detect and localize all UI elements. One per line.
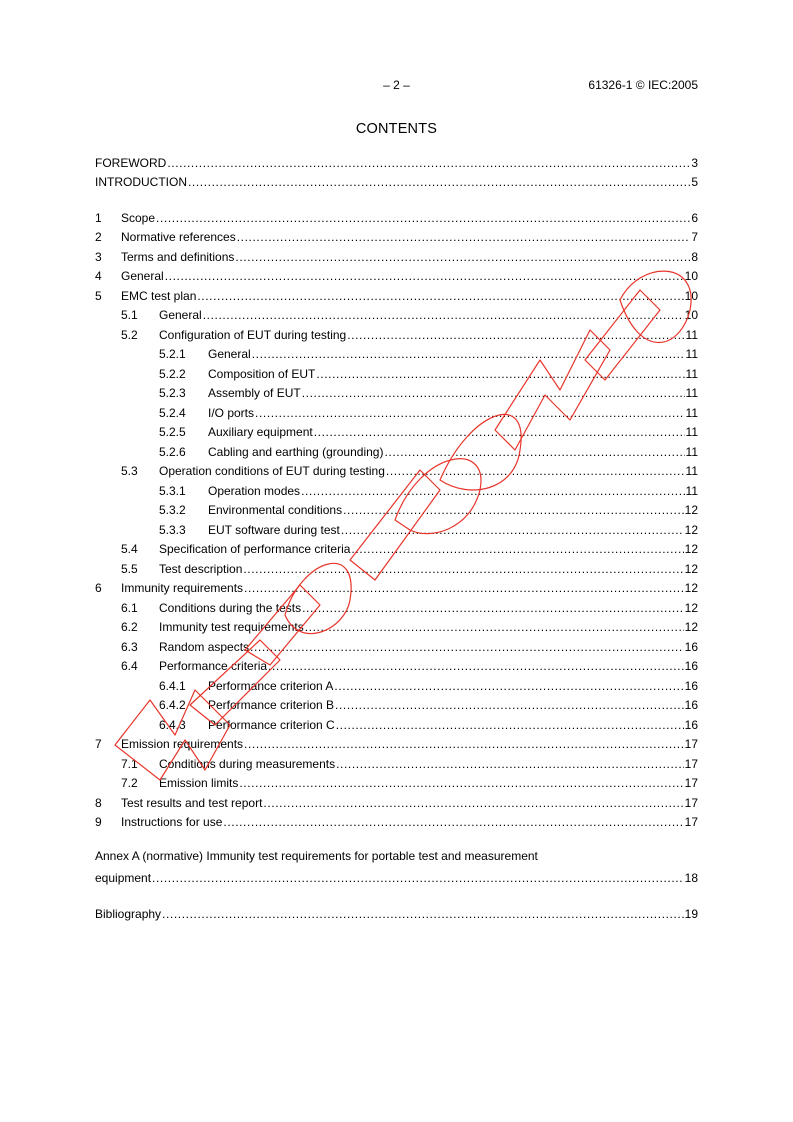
toc-entry[interactable] [95, 303, 698, 323]
toc-entry-title: Performance criterion A [208, 678, 334, 693]
dot-leader [152, 871, 684, 885]
toc-entry[interactable] [95, 673, 698, 693]
toc-entry-page: 12 [684, 581, 698, 595]
toc-entry-title: Performance criterion C [208, 717, 335, 732]
toc-entry[interactable] [95, 283, 698, 303]
toc-entry-page: 5 [691, 175, 698, 189]
toc-entry[interactable] [95, 361, 698, 381]
toc-entry-title: Environmental conditions [208, 503, 343, 517]
toc-entry-title: EMC test plan [121, 288, 197, 303]
toc-entry-number: 5.3 [121, 464, 138, 478]
toc-entry[interactable] [95, 810, 698, 830]
toc-entry-page: 12 [684, 522, 698, 537]
toc-entry[interactable] [95, 170, 698, 190]
toc-entry-page: 12 [684, 503, 698, 517]
toc-entry-number: 6.4.1 [159, 678, 186, 693]
toc-entry-number: 8 [95, 795, 102, 810]
toc-entry-page: 7 [691, 230, 698, 244]
toc-entry-title: Performance criterion B [208, 698, 335, 712]
page-number: – 2 – [383, 78, 410, 92]
dot-leader [347, 328, 684, 342]
toc-bibliography-entry[interactable] [95, 902, 698, 922]
toc-entry-number: 5.2.3 [159, 386, 186, 400]
toc-entry-page: 10 [684, 269, 698, 283]
toc-entry-page: 12 [684, 561, 698, 576]
toc-entry[interactable] [95, 400, 698, 420]
dot-leader [244, 737, 684, 751]
dot-leader [305, 620, 684, 634]
dot-leader [302, 386, 685, 400]
toc-entry[interactable] [95, 205, 698, 225]
dot-leader [384, 445, 684, 459]
dot-leader [316, 367, 684, 381]
toc-entry-title: Emission limits [159, 776, 239, 790]
toc-entry-title: Operation conditions of EUT during testing [159, 464, 385, 478]
page-title: CONTENTS [355, 121, 438, 137]
toc-entry-page: 17 [684, 795, 698, 810]
toc-entry-title: Conditions during measurements [159, 756, 336, 771]
dot-leader [156, 211, 690, 225]
toc-entry-number: 7.2 [121, 776, 138, 790]
toc-entry-number: 5.3.3 [159, 522, 186, 537]
dot-leader [335, 698, 684, 712]
toc-entry[interactable] [95, 790, 698, 810]
dot-leader [223, 815, 683, 829]
toc-entry-title: General [208, 347, 251, 361]
toc-entry-number: 7 [95, 737, 102, 751]
dot-leader [263, 796, 683, 810]
toc-entry-page: 17 [684, 737, 698, 751]
dot-leader [239, 776, 683, 790]
toc-entry-number: 5.2.4 [159, 405, 186, 420]
toc-entry-number: 5.2.5 [159, 425, 186, 439]
front-matter-list [95, 150, 698, 189]
toc-entry-number: 6.4 [121, 659, 138, 673]
dot-leader [203, 308, 684, 322]
toc-entry-title: Performance criteria [159, 659, 268, 673]
toc-entry-number: 1 [95, 210, 102, 225]
toc-entries-list [95, 205, 698, 829]
toc-entry-title: Assembly of EUT [208, 386, 301, 400]
toc-entry[interactable] [95, 634, 698, 654]
toc-entry-number: 6.3 [121, 639, 138, 654]
toc-entry-number: 6.2 [121, 620, 138, 634]
toc-entry-page: 16 [684, 678, 698, 693]
toc-entry[interactable] [95, 225, 698, 245]
toc-entry-title: Configuration of EUT during testing [159, 327, 347, 342]
toc-entry-page: 3 [691, 155, 698, 170]
toc-entry[interactable] [95, 595, 698, 615]
toc-entry-page: 16 [684, 659, 698, 673]
toc-entry-title: Test results and test report [121, 795, 263, 810]
toc-entry[interactable] [95, 654, 698, 674]
toc-entry-page: 16 [684, 717, 698, 732]
toc-entry-number: 6.4.3 [159, 717, 186, 732]
toc-entry-title: FOREWORD [95, 155, 167, 170]
toc-entry-page: 11 [685, 483, 698, 498]
toc-entry-page: 17 [684, 815, 698, 829]
bibliography-page: 19 [684, 907, 698, 921]
toc-entry-page: 11 [685, 366, 698, 381]
toc-entry-title: General [121, 269, 164, 283]
toc-entry[interactable] [95, 459, 698, 479]
toc-entry-number: 7.1 [121, 756, 138, 771]
dot-leader [351, 542, 683, 556]
dot-leader [250, 640, 684, 654]
dot-leader [336, 718, 684, 732]
toc-entry-page: 16 [684, 639, 698, 654]
toc-entry-page: 11 [685, 464, 698, 478]
toc-entry-title: Immunity test requirements [159, 620, 304, 634]
toc-entry-number: 6.4.2 [159, 698, 186, 712]
toc-annex-entry[interactable] [95, 849, 698, 885]
toc-entry[interactable] [95, 576, 698, 596]
toc-entry[interactable] [95, 478, 698, 498]
toc-entry-page: 16 [684, 698, 698, 712]
toc-entry-page: 6 [691, 210, 698, 225]
dot-leader [165, 269, 684, 283]
toc-entry-page: 11 [685, 347, 698, 361]
dot-leader [301, 484, 684, 498]
toc-entry[interactable] [95, 517, 698, 537]
toc-entry-page: 11 [685, 444, 698, 459]
toc-entry-page: 11 [685, 425, 698, 439]
toc-entry-title: Operation modes [208, 483, 301, 498]
dot-leader [197, 289, 683, 303]
toc-entry-title: Auxiliary equipment [208, 425, 313, 439]
toc-entry-page: 12 [684, 620, 698, 634]
toc-entry[interactable] [95, 556, 698, 576]
dot-leader [162, 907, 684, 921]
bibliography-title: Bibliography [95, 907, 162, 921]
toc-entry-page: 11 [685, 386, 698, 400]
toc-entry[interactable] [95, 712, 698, 732]
dot-leader [386, 464, 685, 478]
toc-entry-number: 3 [95, 249, 102, 264]
toc-entry[interactable] [95, 244, 698, 264]
annex-title-line2: equipment [95, 870, 152, 885]
toc-entry-number: 5.2.2 [159, 366, 186, 381]
toc-entry-number: 5.4 [121, 542, 138, 556]
toc-entry-number: 6 [95, 581, 102, 595]
toc-entry-title: Emission requirements [121, 737, 244, 751]
dot-leader [167, 156, 690, 170]
toc-entry-title: Composition of EUT [208, 366, 316, 381]
toc-entry-number: 9 [95, 815, 102, 829]
toc-entry-number: 5 [95, 288, 102, 303]
toc-entry-number: 5.2.6 [159, 444, 186, 459]
annex-title-line1: Annex A (normative) Immunity test requirements for portable test and measurement [95, 849, 538, 863]
toc-entry-page: 11 [685, 327, 698, 342]
table-of-contents [95, 150, 698, 921]
dot-leader [302, 601, 684, 615]
dot-leader [255, 406, 685, 420]
toc-entry-title: General [159, 308, 202, 322]
toc-entry[interactable] [95, 771, 698, 791]
toc-entry[interactable] [95, 537, 698, 557]
toc-entry-page: 12 [684, 542, 698, 556]
dot-leader [244, 581, 684, 595]
dot-leader [268, 659, 684, 673]
toc-entry-page: 17 [684, 756, 698, 771]
toc-entry[interactable] [95, 264, 698, 284]
toc-entry-title: EUT software during test [208, 522, 340, 537]
toc-entry-number: 5.3.2 [159, 503, 186, 517]
toc-entry-title: Test description [159, 561, 243, 576]
toc-entry-title: Random aspects [159, 639, 250, 654]
toc-entry[interactable] [95, 498, 698, 518]
toc-entry-title: Specification of performance criteria [159, 542, 351, 556]
page-header [95, 78, 698, 94]
toc-entry[interactable] [95, 420, 698, 440]
toc-entry-page: 11 [685, 405, 698, 420]
document-id: 61326-1 © IEC:2005 [588, 78, 698, 92]
toc-entry-page: 8 [691, 249, 698, 264]
dot-leader [235, 250, 690, 264]
toc-entry[interactable] [95, 439, 698, 459]
toc-entry[interactable] [95, 150, 698, 170]
toc-entry-number: 5.2.1 [159, 347, 186, 361]
toc-entry-title: Normative references [121, 230, 236, 244]
dot-leader [334, 679, 683, 693]
dot-leader [243, 562, 683, 576]
dot-leader [314, 425, 685, 439]
toc-entry[interactable] [95, 615, 698, 635]
toc-entry-number: 2 [95, 230, 102, 244]
toc-entry-title: Terms and definitions [121, 249, 235, 264]
dot-leader [188, 175, 690, 189]
toc-entry-title: Instructions for use [121, 815, 223, 829]
toc-entry-title: Scope [121, 210, 156, 225]
toc-entry-number: 5.3.1 [159, 483, 186, 498]
toc-entry-title: Immunity requirements [121, 581, 244, 595]
toc-entry-number: 4 [95, 269, 102, 283]
toc-entry-title: Conditions during the tests [159, 600, 302, 615]
toc-entry-number: 6.1 [121, 600, 138, 615]
toc-entry[interactable] [95, 732, 698, 752]
toc-entry[interactable] [95, 381, 698, 401]
dot-leader [252, 347, 685, 361]
toc-entry-number: 5.1 [121, 308, 138, 322]
toc-entry-title: I/O ports [208, 405, 255, 420]
toc-entry[interactable] [95, 693, 698, 713]
dot-leader [336, 757, 684, 771]
toc-entry-page: 12 [684, 600, 698, 615]
dot-leader [341, 523, 684, 537]
annex-page: 18 [684, 870, 698, 885]
dot-leader [237, 230, 691, 244]
toc-entry-title: INTRODUCTION [95, 175, 187, 189]
toc-entry-number: 5.2 [121, 327, 138, 342]
toc-entry-title: Cabling and earthing (grounding) [208, 444, 384, 459]
toc-entry-number: 5.5 [121, 561, 138, 576]
toc-entry[interactable] [95, 751, 698, 771]
toc-entry-page: 17 [684, 776, 698, 790]
toc-entry[interactable] [95, 322, 698, 342]
dot-leader [343, 503, 684, 517]
toc-entry[interactable] [95, 342, 698, 362]
toc-entry-page: 10 [684, 288, 698, 303]
toc-entry-page: 10 [684, 308, 698, 322]
